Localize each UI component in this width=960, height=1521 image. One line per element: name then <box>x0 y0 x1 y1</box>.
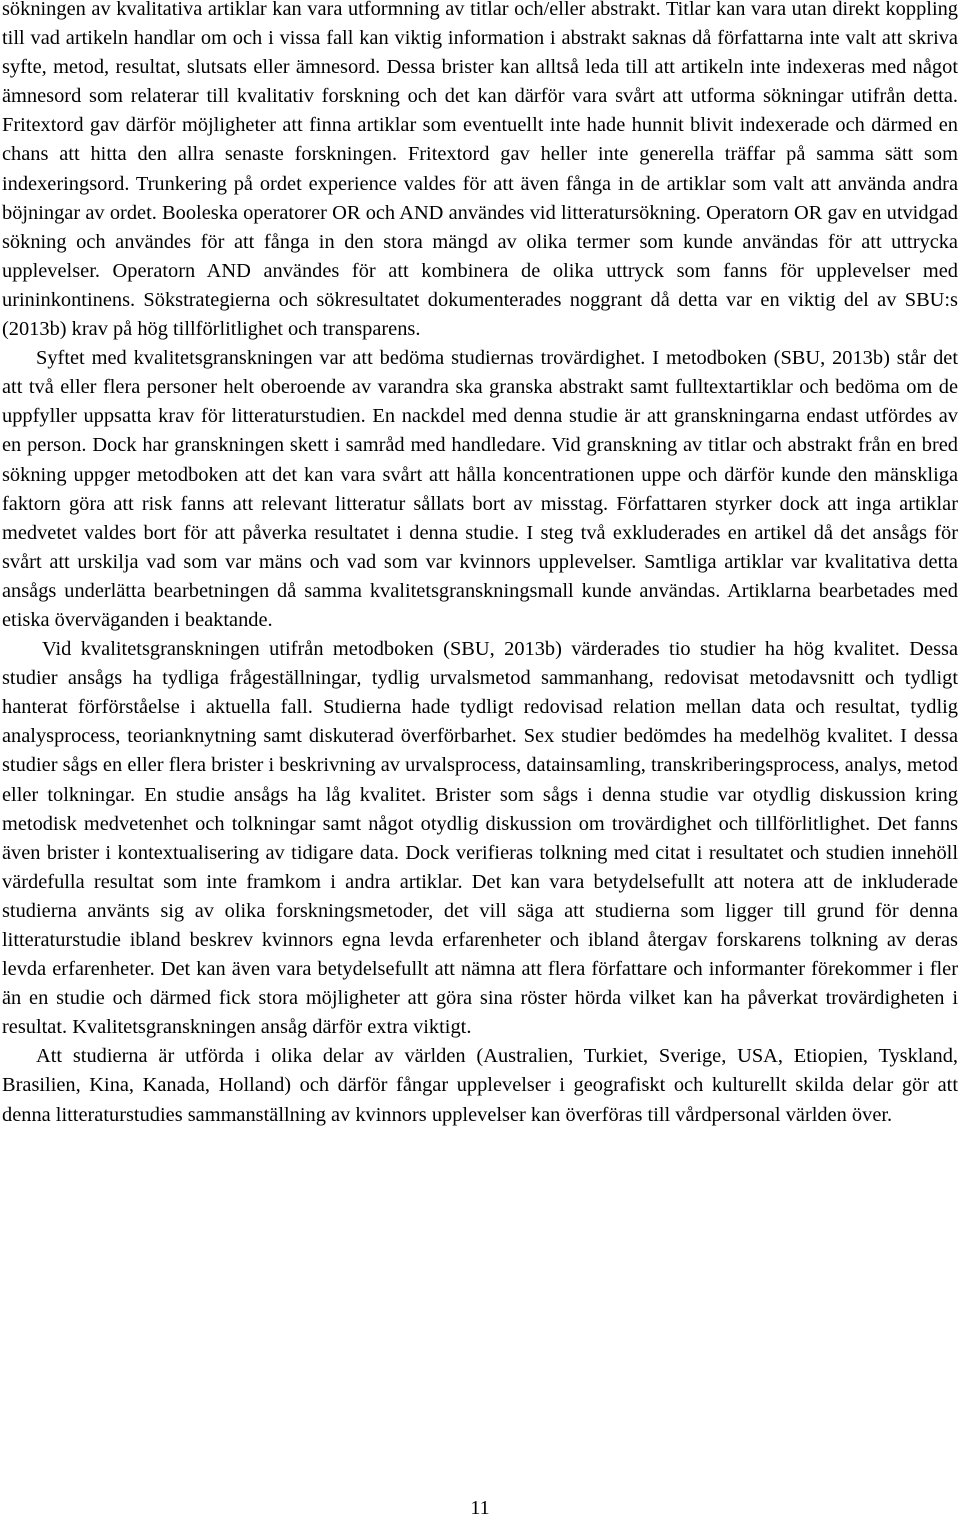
paragraph-search-strategy: sökningen av kvalitativa artiklar kan vara utformning av titlar och/eller abstrakt. Titlar kan vara utan direkt koppling till vad artikeln handlar om och i vissa fall kan viktig information i abstrakt saknas då författarna inte valt att skriva syfte, metod, resultat, slutsats eller ämnesord. Dessa brister kan alltså leda till att artikeln inte indexeras med något ämnesord som relaterar till kvalitativ forskning och det kan därför vara svårt att utforma sökningar utifrån detta. Fritextord gav därför möjligheter att finna artiklar som eventuellt inte hade hunnit blivit indexerade och därmed en chans att hitta den allra senaste forskningen. Fritextord gav heller inte generella träffar på samma sätt som indexeringsord. Trunkering på ordet experience valdes för att även fånga in de artiklar som valt att använda andra böjningar av ordet. Booleska operatorer OR och AND användes vid litteratursökning. Operatorn OR gav en utvidgad sökning och användes för att fånga in den stora mängd av olika termer som kunde användas för att uttrycka upplevelser. Operatorn AND användes för att kombinera de olika uttryck som fanns för upplevelser med urininkontinens. Sökstrategierna och sökresultatet dokumenterades noggrant då detta var en viktig del av SBU:s (2013b) krav på hög tillförlitlighet och transparens. <box>2 0 958 341</box>
paragraph-quality-results: Vid kvalitetsgranskningen utifrån metodboken (SBU, 2013b) värderades tio studier ha hög kvalitet. Dessa studier ansågs ha tydliga frågeställningar, tydlig urvalsmetod sammanhang, redovisat metodavsnitt och tydligt hanterat förförståelse i aktuella fall. Studierna hade tydligt redovisad relation mellan data och resultat, tydlig analysprocess, teorianknytning samt diskuterad överförbarhet. Sex studier bedömdes ha medelhög kvalitet. I dessa studier sågs en eller flera brister i beskrivning av urvalsprocess, datainsamling, transkriberingsprocess, analys, metod eller tolkningar. En studie ansågs ha låg kvalitet. Brister som sågs i denna studie var otydlig diskussion kring metodisk medvetenhet och tolkningar samt något otydlig diskussion om trovärdighet och tillförlitlighet. Det fanns även brister i kontextualisering av tidigare data. Dock verifieras tolkning med citat i resultatet och studien innehöll värdefulla resultat som inte framkom i andra artiklar. Det kan vara betydelsefullt att notera att de inkluderade studierna använts sig av olika forskningsmetoder, det vill säga att studierna som ligger till grund för denna litteraturstudie ibland beskrev kvinnors egna levda erfarenheter och ibland återgav forskarens tolkning av deras levda erfarenheter. Det kan även vara betydelsefullt att nämna att flera författare och informanter förekommer i fler än en studie och därmed fick stora möjligheter att göra sina röster hörda vilket kan ha påverkat trovärdigheten i resultat. Kvalitetsgranskningen ansåg därför extra viktigt. <box>2 638 958 1039</box>
paragraph-transferability: Att studierna är utförda i olika delar av världen (Australien, Turkiet, Sverige, USA, Etiopien, Tyskland, Brasilien, Kina, Kanada, Holland) och därför fångar upplevelser i geografiskt och kulturellt skilda delar gör att denna litteraturstudies sammanställning av kvinnors upplevelser kan överföras till vårdpersonal världen över. <box>2 1045 958 1126</box>
page-number: 11 <box>470 1497 490 1519</box>
body-text <box>2 0 958 1130</box>
paragraph-quality-review-method: Syftet med kvalitetsgranskningen var att bedöma studiernas trovärdighet. I metodboken (SBU, 2013b) står det att två eller flera personer helt oberoende av varandra ska granska abstrakt samt fulltextartiklar och bedöma om de uppfyller uppsatta krav för litteraturstudien. En nackdel med denna studie är att granskningarna endast utfördes av en person. Dock har granskningen skett i samråd med handledare. Vid granskning av titlar och abstrakt från en bred sökning uppger metodboken att det kan vara svårt att hålla koncentrationen uppe och därför kunde den mänskliga faktorn göra att risk fanns att relevant litteratur sållats bort av misstag. Författaren styrker dock att inga artiklar medvetet valdes bort för att påverka resultatet i denna studie. I steg två exkluderades en artikel då det ansågs för svårt att urskilja vad som var mäns och vad som var kvinnors upplevelser. Samtliga artiklar var kvalitativa detta ansågs underlätta bearbetningen då samma kvalitetsgranskningsmall kunde användas. Artiklarna bearbetades med etiska överväganden i beaktande. <box>2 347 958 631</box>
